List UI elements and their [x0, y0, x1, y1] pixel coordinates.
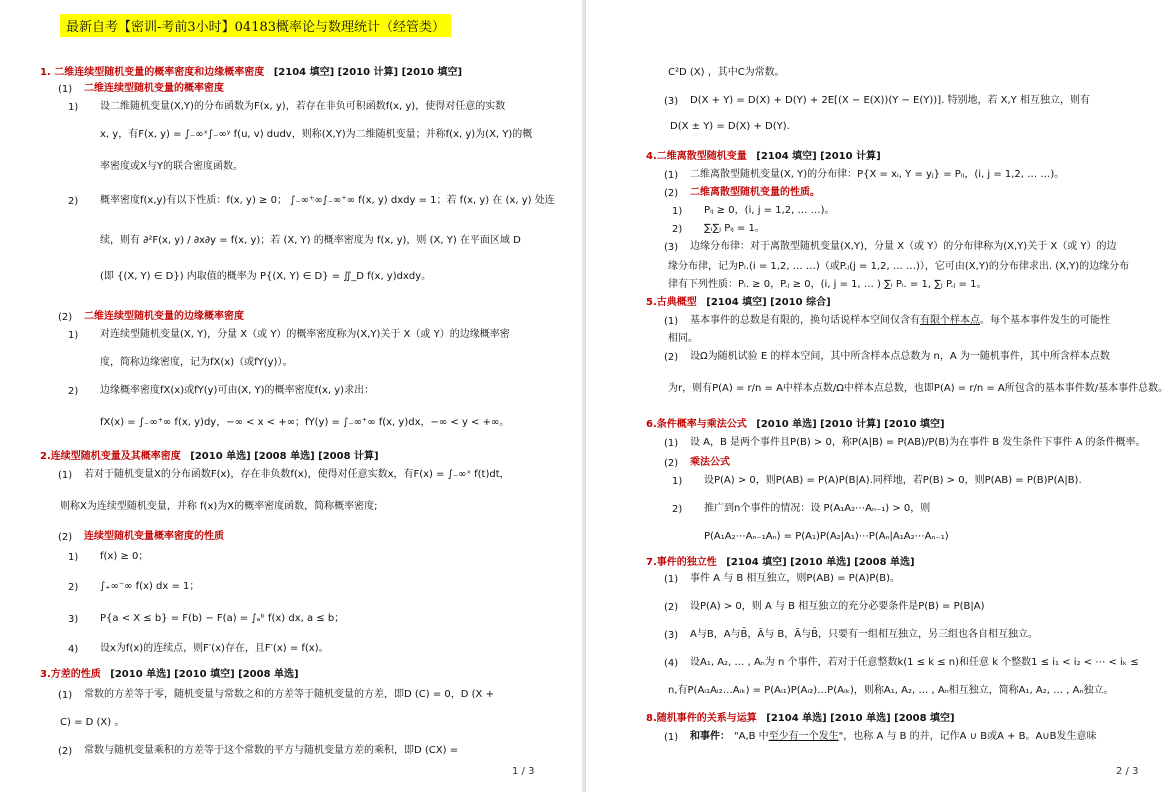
formula-line: 推广到n个事件的情况：设 P(A₁A₂⋯Aₙ₋₁) > 0，则 — [704, 503, 931, 514]
paragraph-line: 基本事件的总数是有限的，换句话说样本空间仅含有有限个样本点。每个基本事件发生的可能性 — [690, 315, 1110, 326]
subsection-title: 二维连续型随机变量的边缘概率密度 — [84, 311, 244, 322]
item-number: 2) — [68, 386, 79, 397]
paragraph-line: 设Ω为随机试验 E 的样本空间，其中所含样本点总数为 n，A 为一随机事件，其中所含样本点数 — [690, 351, 1110, 362]
formula-line: Pᵢⱼ ≥ 0，(i, j = 1,2, … …)。 — [704, 205, 835, 216]
formula-line: 设 A，B 是两个事件且P(B) > 0，称P(A|B) = P(AB)/P(B)为在事件 B 发生条件下事件 A 的条件概率。 — [690, 437, 1146, 448]
item-number: 3) — [68, 614, 79, 625]
item-number: (1) — [58, 84, 73, 95]
formula-line: f(x) ≥ 0； — [100, 551, 149, 562]
item-number: (1) — [664, 316, 679, 327]
subsection-title: 二维连续型随机变量的概率密度 — [84, 83, 224, 94]
page-number: 2 / 3 — [1116, 766, 1139, 777]
item-number: (1) — [664, 438, 679, 449]
formula-line: x, y，有F(x, y) = ∫₋∞ˣ∫₋∞ʸ f(u, v) dudv，则称(X,Y)为二维随机变量；并称f(x, y)为(X, Y)的概 — [100, 129, 533, 140]
paragraph-line: 边缘概率密度fX(x)或fY(y)可由(X, Y)的概率密度f(x, y)求出： — [100, 385, 375, 396]
page-number: 1 / 3 — [512, 766, 535, 777]
paragraph-line: C) = D (X) 。 — [60, 717, 125, 728]
item-number: (1) — [664, 170, 679, 181]
document-title: 最新自考【密训-考前3小时】04183概率论与数理统计（经管类） — [60, 14, 451, 37]
section-8-heading: 8.随机事件的关系与运算 [2104 单选] [2010 单选] [2008 填空] — [646, 713, 955, 724]
formula-line: D(X + Y) = D(X) + D(Y) + 2E[(X − E(X))(Y − E(Y))]. 特别地，若 X,Y 相互独立，则有 — [690, 95, 1090, 106]
paragraph-line: 和事件： "A,B 中至少有一个发生"，也称 A 与 B 的并，记作A ∪ B或A + B。A∪B发生意味 — [690, 731, 1097, 742]
formula-line: D(X ± Y) = D(X) + D(Y). — [670, 121, 790, 132]
paragraph-line: 常数的方差等于零，随机变量与常数之和的方差等于随机变量的方差，即D (C) = 0，D (X + — [84, 689, 494, 700]
paragraph-line: 边缘分布律：对于离散型随机变量(X,Y)，分量 X（或 Y）的分布律称为(X,Y)关于 X（或 Y）的边 — [690, 241, 1117, 252]
item-number: 1) — [68, 552, 79, 563]
formula-line: 若对于随机变量X的分布函数F(x)，存在非负数f(x)，使得对任意实数x，有F(x) = ∫₋∞ˣ f(t)dt， — [84, 469, 510, 480]
formula-line: 续，则有 ∂²F(x, y) / ∂x∂y = f(x, y)；若 (X, Y) 的概率密度为 f(x, y)，则 (X, Y) 在平面区域 D — [100, 235, 521, 246]
formula-line: 设A₁, A₂, … , Aₙ为 n 个事件，若对于任意整数k(1 ≤ k ≤ n)和任意 k 个整数1 ≤ i₁ < i₂ < ⋯ < iₖ ≤ — [690, 657, 1139, 668]
item-number: (2) — [664, 352, 679, 363]
page-1 — [0, 0, 582, 792]
formula-line: 律有下列性质：Pᵢ. ≥ 0，P.ⱼ ≥ 0，(i, j = 1, … ) ∑ᵢ Pᵢ. = 1, ∑ⱼ P.ⱼ = 1。 — [668, 279, 987, 290]
paragraph-line: 则称X为连续型随机变量，并称 f(x)为X的概率密度函数，简称概率密度; — [60, 501, 378, 512]
section-4-heading: 4.二维离散型随机变量 [2104 填空] [2010 计算] — [646, 151, 881, 162]
formula-line: P{a < X ≤ b} = F(b) − F(a) = ∫ₐᵇ f(x) dx, a ≤ b； — [100, 613, 345, 624]
formula-line: 事件 A 与 B 相互独立，则P(AB) = P(A)P(B)。 — [690, 573, 901, 584]
item-number: 2) — [672, 504, 683, 515]
paragraph-line: 常数与随机变量乘积的方差等于这个常数的平方与随机变量方差的乘积，即D (CX) = — [84, 745, 459, 756]
item-number: (2) — [58, 532, 73, 543]
item-number: (3) — [664, 242, 679, 253]
item-number: (2) — [664, 602, 679, 613]
item-number: (3) — [664, 630, 679, 641]
paragraph-line: 设二维随机变量(X,Y)的分布函数为F(x, y)，若存在非负可积函数f(x, y)，使得对任意的实数 — [100, 101, 506, 112]
formula-line: P(A₁A₂⋯Aₙ₋₁Aₙ) = P(A₁)P(A₂|A₁)⋯P(Aₙ|A₁A₂⋯Aₙ₋₁) — [704, 531, 949, 542]
section-6-heading: 6.条件概率与乘法公式 [2010 单选] [2010 计算] [2010 填空] — [646, 419, 945, 430]
section-2-heading: 2.连续型随机变量及其概率密度 [2010 单选] [2008 单选] [2008 计算] — [40, 451, 379, 462]
paragraph-line: 率密度或X与Y的联合密度函数。 — [100, 161, 243, 172]
formula-line: 为r，则有P(A) = r/n = A中样本点数/Ω中样本点总数，也即P(A) = r/n = A所包含的基本事件数/基本事件总数。 — [668, 383, 1168, 394]
formula-line: 二维离散型随机变量(X, Y)的分布律：P{X = xᵢ, Y = yⱼ} = Pᵢⱼ，(i, j = 1,2, … …)。 — [690, 169, 1065, 180]
item-number: (1) — [58, 690, 73, 701]
item-number: (3) — [664, 96, 679, 107]
paragraph-line: 度，简称边缘密度，记为fX(x)（或fY(y)）。 — [100, 357, 293, 368]
item-number: 2) — [672, 224, 683, 235]
formula-line: ∑ᵢ∑ⱼ Pᵢⱼ = 1。 — [704, 223, 765, 234]
item-number: 1) — [672, 476, 683, 487]
formula-line: ∫₊∞⁻∞ f(x) dx = 1； — [100, 581, 200, 592]
item-number: 2) — [68, 196, 79, 207]
section-3-heading: 3.方差的性质 [2010 单选] [2010 填空] [2008 单选] — [40, 669, 299, 680]
subsection-title: 二维离散型随机变量的性质。 — [690, 187, 820, 198]
item-number: 2) — [68, 582, 79, 593]
item-number: 1) — [672, 206, 683, 217]
item-number: (4) — [664, 658, 679, 669]
item-number: (2) — [58, 312, 73, 323]
section-5-heading: 5.古典概型 [2104 填空] [2010 综合] — [646, 297, 831, 308]
formula-line: C²D (X) ，其中C为常数。 — [668, 67, 785, 78]
item-number: 4) — [68, 644, 79, 655]
item-number: (1) — [58, 470, 73, 481]
formula-line: 设x为f(x)的连续点，则F′(x)存在，且F′(x) = f(x)。 — [100, 643, 329, 654]
paragraph-line: 缘分布律，记为Pᵢ.(i = 1,2, … …)（或P.ⱼ(j = 1,2, … …)），它可由(X,Y)的分布律求出. (X,Y)的边缘分布 — [668, 261, 1130, 272]
item-number: (1) — [664, 574, 679, 585]
formula-line: 设P(A) > 0，则P(AB) = P(A)P(B|A).同样地，若P(B) > 0，则P(AB) = P(B)P(A|B). — [704, 475, 1082, 486]
item-number: 1) — [68, 330, 79, 341]
formula-line: fX(x) = ∫₋∞⁺∞ f(x, y)dy，−∞ < x < +∞；fY(y) = ∫₋∞⁺∞ f(x, y)dx，−∞ < y < +∞。 — [100, 417, 510, 428]
formula-line: n,有P(Aᵢ₁Aᵢ₂…Aᵢₖ) = P(Aᵢ₁)P(Aᵢ₂)…P(Aᵢₖ)，则称A₁, A₂, … , Aₙ相互独立，简称A₁, A₂, … , Aₙ独立。 — [668, 685, 1114, 696]
formula-line: (即 {(X, Y) ∈ D}) 内取值的概率为 P{(X, Y) ∈ D} = ∬_D f(x, y)dxdy。 — [100, 271, 432, 282]
item-number: 1) — [68, 102, 79, 113]
formula-line: A与B，A与B̄，Ā与 B，Ā与B̄，只要有一组相互独立，另三组也各自相互独立。 — [690, 629, 1038, 640]
paragraph-line: 对连续型随机变量(X, Y)，分量 X（或 Y）的概率密度称为(X,Y)关于 X（或 Y）的边缘概率密 — [100, 329, 510, 340]
underlined-phrase: 有限个样本点 — [920, 315, 980, 326]
underlined-phrase: 至少有一个发生 — [768, 731, 839, 742]
section-7-heading: 7.事件的独立性 [2104 填空] [2010 单选] [2008 单选] — [646, 557, 915, 568]
page-2 — [586, 0, 1168, 792]
formula-line: 设P(A) > 0，则 A 与 B 相互独立的充分必要条件是P(B) = P(B|A) — [690, 601, 985, 612]
item-number: (2) — [58, 746, 73, 757]
subsection-title: 连续型随机变量概率密度的性质 — [84, 531, 224, 542]
subsection-title: 乘法公式 — [690, 457, 730, 468]
section-1-heading: 1. 二维连续型随机变量的概率密度和边缘概率密度 [2104 填空] [2010 计算] [2010 填空] — [40, 67, 463, 78]
item-number: (1) — [664, 732, 679, 743]
formula-line: 概率密度f(x,y)有以下性质：f(x, y) ≥ 0； ∫₋∞⁺∞∫₋∞⁺∞ f(x, y) dxdy = 1；若 f(x, y) 在 (x, y) 处连 — [100, 195, 555, 206]
item-number: (2) — [664, 188, 679, 199]
item-number: (2) — [664, 458, 679, 469]
paragraph-line: 相同。 — [668, 333, 698, 344]
